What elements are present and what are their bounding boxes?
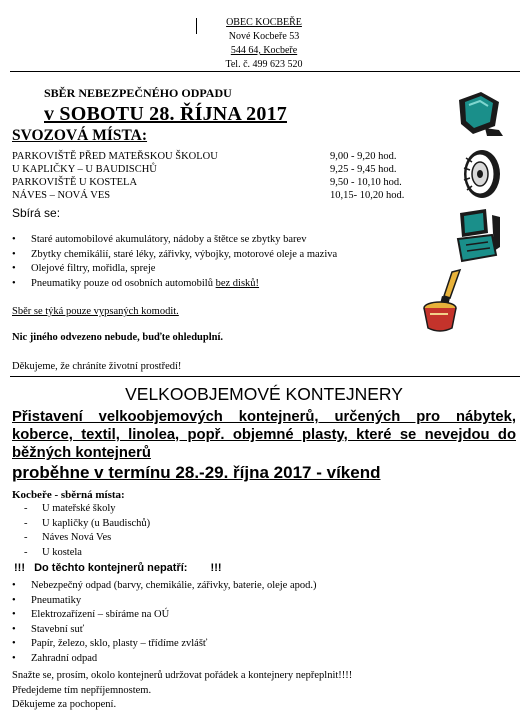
closing-block [12, 669, 352, 713]
closing-line1: Snažte se, prosím, okolo kontejnerů udržovat pořádek a kontejnery nepřeplnit!!!! [12, 670, 353, 681]
stop-row [12, 163, 432, 176]
stop-row [12, 176, 432, 189]
collect-items [0, 233, 440, 291]
list-item [0, 277, 440, 292]
containers-title: VELKOOBJEMOVÉ KONTEJNERY [125, 384, 403, 404]
stop-row [12, 150, 432, 163]
stop-place: PARKOVIŠTĚ PŘED MATEŘSKOU ŠKOLOU [12, 151, 218, 162]
closing-line2: Předejdeme tím nepříjemnostem. [12, 684, 152, 696]
org-name: OBEC KOCBEŘE [226, 17, 302, 28]
not-allowed-text: Do těchto kontejnerů nepatří: [34, 562, 188, 574]
places-heading: Kocbeře - sběrná místa: [12, 489, 125, 501]
containers-intro [12, 408, 516, 462]
list-item: • Zbytky chemikálií, staré léky, zářivky, výbojky, motorové oleje a maziva [0, 248, 440, 263]
header-divider [10, 71, 520, 72]
stops-list [12, 150, 432, 202]
stop-time: 10,15- 10,20 hod. [330, 190, 405, 201]
list-item: • Olejové filtry, mořidla, spreje [0, 262, 440, 277]
tire-icon [458, 148, 504, 200]
exclaim-suffix: !!! [210, 562, 222, 574]
list-item [0, 517, 400, 532]
thanks-environment: Děkujeme, že chráníte životní prostředí! [12, 361, 182, 372]
place-text: U kapličky (u Baudischů) [42, 517, 151, 529]
org-phone: Tel. č. 499 623 520 [225, 59, 303, 70]
stops-heading: SVOZOVÁ MÍSTA: [12, 127, 148, 144]
list-item: • Staré automobilové akumulátory, nádoby a štětce se zbytky barev [0, 233, 440, 248]
stop-row [12, 189, 432, 202]
exclaim-prefix: !!! [14, 562, 25, 574]
org-address-line1: Nové Kocbeře 53 [228, 31, 300, 42]
list-item: • Pneumatiky [0, 594, 480, 609]
stop-place: NÁVES – NOVÁ VES [12, 190, 111, 201]
list-item: - Náves Nová Ves [0, 531, 400, 546]
section-divider [10, 376, 520, 377]
stop-time: 9,50 - 10,10 hod. [330, 177, 402, 188]
org-header [0, 16, 528, 72]
collects-label: Sbírá se: [12, 206, 61, 220]
list-item: • Nebezpečný odpad (barvy, chemikálie, zářivky, baterie, oleje apod.) [0, 579, 480, 594]
note-nothing-else: Nic jiného odvezeno nebude, buďte ohleduplní. [12, 332, 224, 343]
note-only-listed: Sběr se týká pouze vypsaných komodit. [12, 306, 179, 317]
closing-line3: Děkujeme za pochopení. [12, 699, 117, 710]
not-allowed-heading [14, 562, 222, 574]
list-item: - U kostela [0, 546, 400, 561]
hazard-date: v SOBOTU 28. ŘÍJNA 2017 [44, 103, 287, 125]
list-item: - U mateřské školy [0, 502, 400, 517]
list-item: • Elektrozařízení – sbíráme na OÚ [0, 608, 480, 623]
list-item: • Papír, železo, sklo, plasty – třídíme zvlášť [0, 637, 480, 652]
containers-intro-text: Přistavení velkoobjemových kontejnerů, určených pro nábytek, koberce, textil, linolea, popř. objemné plasty, které se nevejdou do běžných kontejnerů [12, 409, 516, 461]
stop-time: 9,25 - 9,45 hod. [330, 164, 397, 175]
hazard-title: SBĚR NEBEZPEČNÉHO ODPADU [44, 86, 232, 100]
not-allowed-list [0, 579, 480, 666]
stop-place: U KAPLIČKY – U BAUDISCHŮ [12, 164, 157, 175]
org-address-line2: 544 64, Kocbeře [230, 45, 298, 56]
stop-time: 9,00 - 9,20 hod. [330, 151, 397, 162]
tires-emphasis: bez disků! [215, 277, 260, 289]
computer-icon [452, 207, 504, 263]
tires-text: Pneumatiky pouze od osobních automobilů [31, 277, 216, 289]
places-list [0, 502, 400, 560]
list-item: • Zahradní odpad [0, 652, 480, 667]
paint-bucket-icon [418, 268, 474, 334]
monitor-icon [455, 90, 507, 138]
stop-place: PARKOVIŠTĚ U KOSTELA [12, 177, 138, 188]
list-item: • Stavební suť [0, 623, 480, 638]
containers-when: proběhne v termínu 28.-29. října 2017 - víkend [12, 463, 381, 482]
